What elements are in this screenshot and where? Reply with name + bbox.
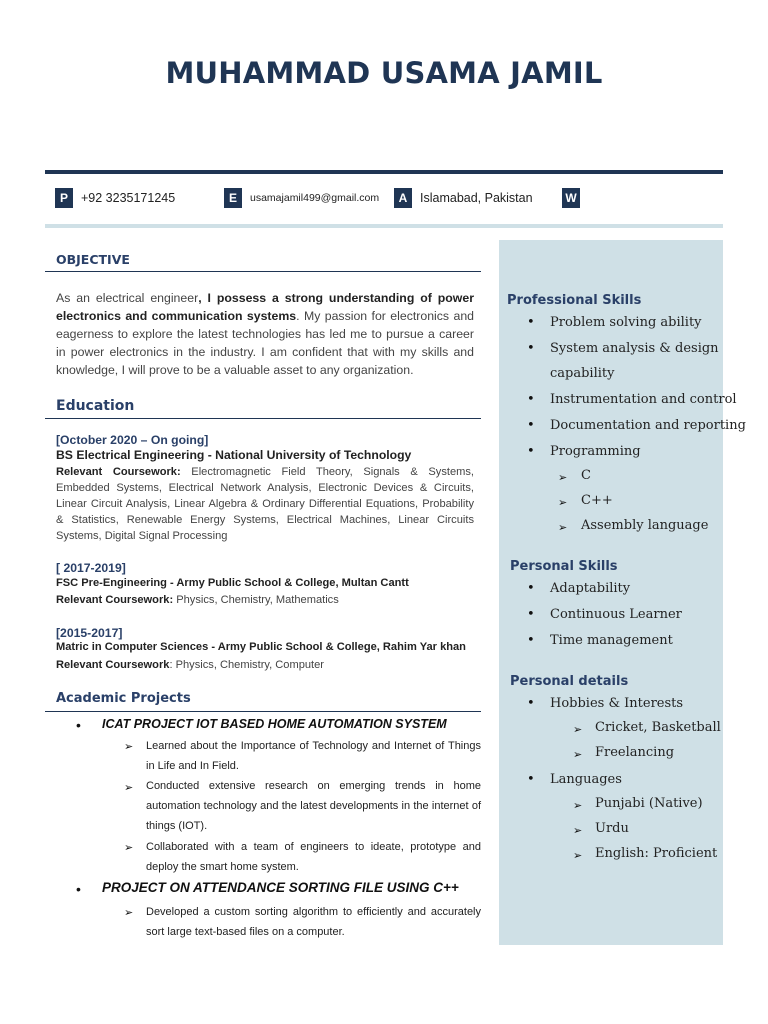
email-contact [224,188,379,208]
education-coursework: Relevant Coursework: Electromagnetic Field Theory, Signals & Systems, Embedded Systems, Electrical Network Analysis, Electronic Devices & Circuits, Linear Circuit Analysis, Linear Algebra & Ordinary Differential Equations, Probability & Statistics, Renewable Energy Systems, Electrical Machines, Linear Circuits Systems, Digital Signal Processing [56,466,474,542]
bullet-icon: • [527,772,535,787]
languages-label: Languages [550,772,622,787]
bullet-icon: • [527,444,535,459]
email-address[interactable]: usamajamil499@gmail.com [250,192,380,204]
phone-contact [55,188,175,208]
objective-rule [45,271,481,272]
skill-item: System analysis & design [550,341,719,356]
web-contact [562,188,580,208]
arrow-bullet-icon: ➢ [124,782,134,794]
skill-item: Continuous Learner [550,607,682,622]
programming-language: C++ [581,493,613,508]
projects-heading: Academic Projects [56,691,191,706]
project-point: Learned about the Importance of Technology and Internet of Things in Life and In Field. [146,740,481,772]
programming-language: Assembly language [581,518,709,533]
skill-item: Time management [550,633,673,648]
project-title: ICAT PROJECT IOT BASED HOME AUTOMATION SYSTEM [102,717,447,731]
skill-item: Documentation and reporting [550,418,746,433]
bullet-icon: • [527,341,535,356]
education-coursework: Relevant Coursework: Physics, Chemistry, Mathematics [56,594,339,606]
education-degree: Matric in Computer Sciences - Army Public School & College, Rahim Yar khan [56,641,466,653]
project-point: Collaborated with a team of engineers to ideate, prototype and deploy the smart home system. [146,841,481,873]
education-rule [45,418,481,419]
arrow-bullet-icon: ➢ [558,471,568,484]
phone-badge: P [55,188,73,208]
professional-skills-heading: Professional Skills [507,293,642,308]
arrow-bullet-icon: ➢ [124,741,134,753]
education-date: [ 2017-2019] [56,561,126,575]
education-heading: Education [56,398,135,414]
education-degree: FSC Pre-Engineering - Army Public School & College, Multan Cantt [56,577,409,589]
objective-heading: OBJECTIVE [56,252,130,267]
skill-item-continued: capability [550,366,615,381]
language-item: Urdu [595,821,629,836]
hobbies-label: Hobbies & Interests [550,696,684,711]
web-badge: W [562,188,580,208]
education-date: [October 2020 – On going] [56,433,209,447]
bullet-icon: • [527,581,535,596]
language-item: English: Proficient [595,846,718,861]
arrow-bullet-icon: ➢ [573,799,583,812]
candidate-name: MUHAMMAD USAMA JAMIL [165,56,603,90]
address-text: Islamabad, Pakistan [420,191,533,205]
objective-text: As an electrical engineer, I possess a strong understanding of power electronics and communication systems. My passion for electronics and eagerness to explore the latest technologies has led me to pursue a career in power electronics in the industry. I am confident that with my skills and knowledge, I will prove to be a valuable asset to any organization. [56,291,475,377]
bullet-icon: • [76,717,81,733]
arrow-bullet-icon: ➢ [124,907,134,919]
arrow-bullet-icon: ➢ [573,748,583,761]
bullet-icon: • [527,633,535,648]
address-badge: A [394,188,412,208]
skill-item: Instrumentation and control [550,392,737,407]
education-date: [2015-2017] [56,626,123,640]
skill-item: Problem solving ability [550,315,702,330]
bullet-icon: • [527,315,535,330]
bullet-icon: • [76,881,81,897]
project-title: PROJECT ON ATTENDANCE SORTING FILE USING C++ [102,880,459,895]
arrow-bullet-icon: ➢ [573,723,583,736]
contact-divider [45,224,723,228]
hobby-item: Freelancing [595,745,675,760]
arrow-bullet-icon: ➢ [573,824,583,837]
bullet-icon: • [527,392,535,407]
header-divider [45,170,723,174]
personal-skills-heading: Personal Skills [510,559,618,574]
hobby-item: Cricket, Basketball [595,720,721,735]
education-coursework: Relevant Coursework: Physics, Chemistry, Computer [56,659,324,671]
project-point: Developed a custom sorting algorithm to efficiently and accurately sort large text-based files on a computer. [146,906,481,938]
email-badge: E [224,188,242,208]
arrow-bullet-icon: ➢ [573,849,583,862]
bullet-icon: • [527,696,535,711]
projects-rule [45,711,481,712]
arrow-bullet-icon: ➢ [558,521,568,534]
skill-item: Programming [550,444,641,459]
bullet-icon: • [527,607,535,622]
arrow-bullet-icon: ➢ [124,842,134,854]
arrow-bullet-icon: ➢ [558,496,568,509]
education-degree: BS Electrical Engineering - National University of Technology [56,448,412,462]
skill-item: Adaptability [550,581,631,596]
bullet-icon: • [527,418,535,433]
personal-details-heading: Personal details [510,674,629,689]
language-item: Punjabi (Native) [595,796,703,811]
phone-number: +92 3235171245 [81,191,176,205]
address-contact [394,188,533,208]
programming-language: C [581,468,591,483]
project-point: Conducted extensive research on emerging trends in home automation technology and the latest developments in the internet of things (IOT). [146,780,481,832]
